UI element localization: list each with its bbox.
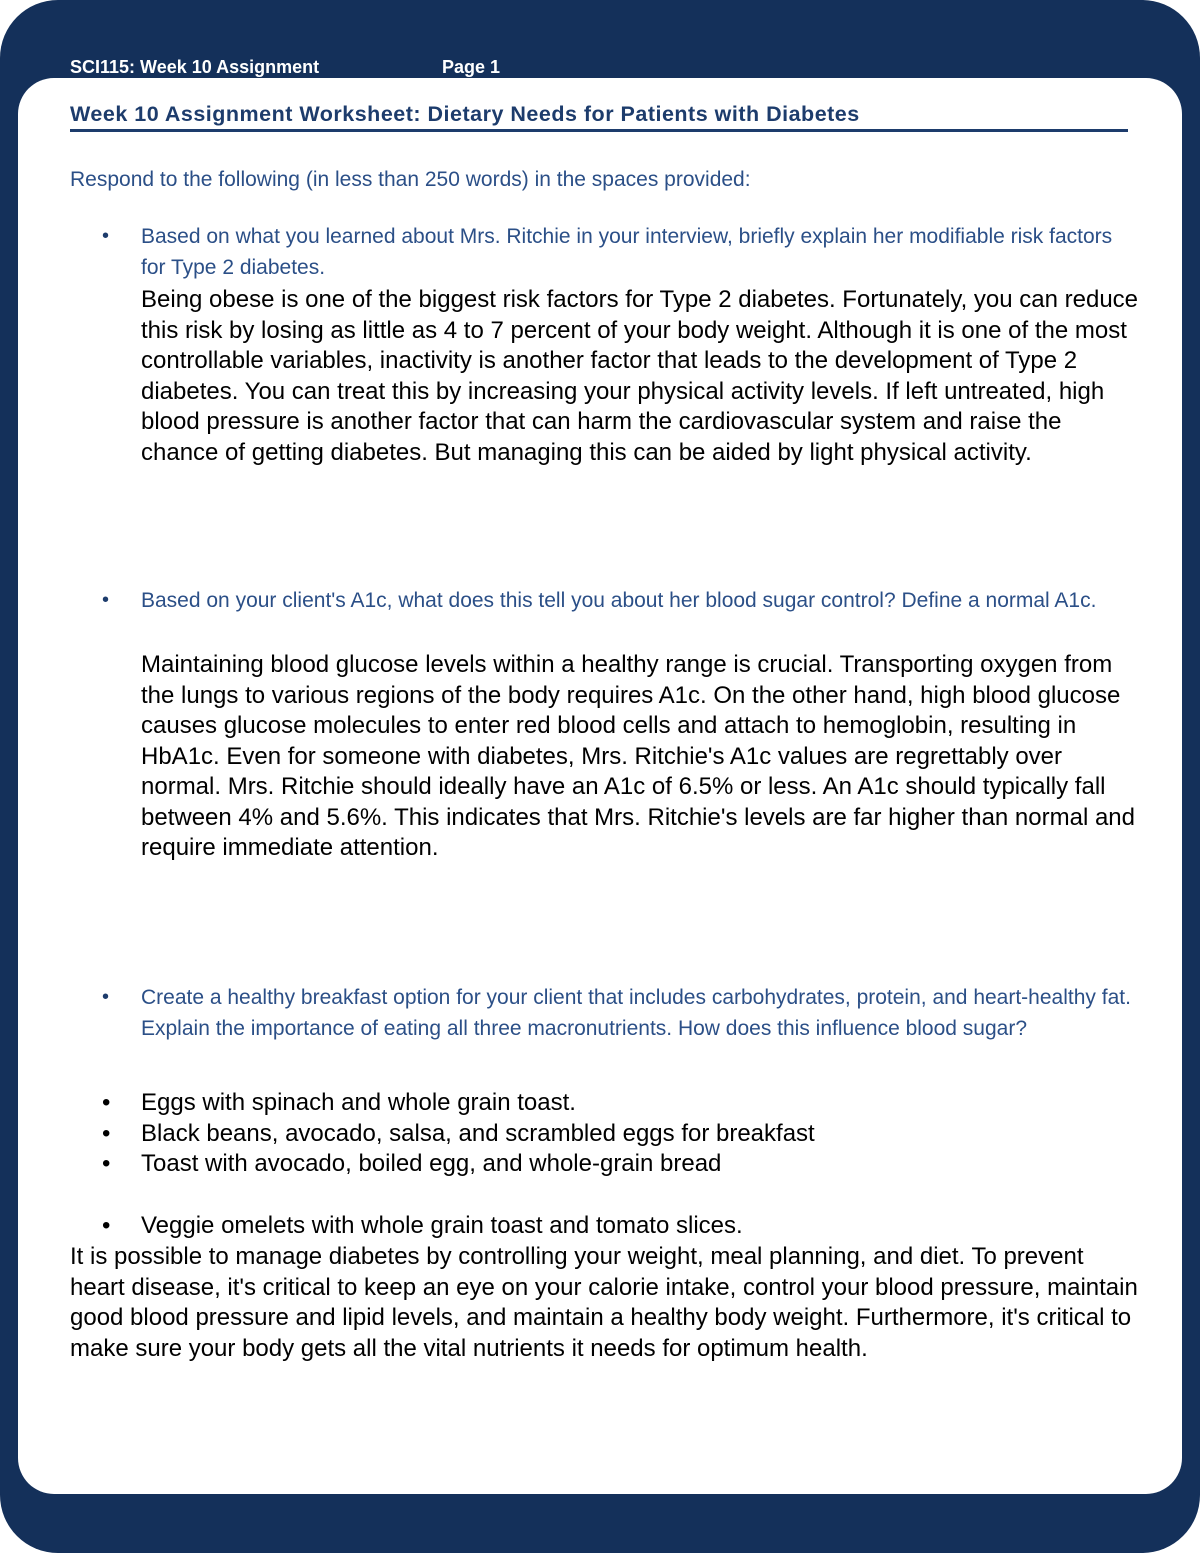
bullet-icon: • [102, 589, 110, 611]
question-2-answer[interactable]: Maintaining blood glucose levels within a healthy range is crucial. Transporting oxygen from the lungs to various regions of the body requires A1c. On the other hand, high blood glucose causes glucose molecules to enter red blood cells and attach to hemoglobin, resulting in HbA1c. Even for someone with diabetes, Mrs. Ritchie's A1c values are regrettably over normal. Mrs. Ritchie should ideally have an A1c of 6.5% or less. An A1c should typically fall between 4% and 5.6%. This indicates that Mrs. Ritchie's levels are far higher than normal and require immediate attention. [141, 651, 1135, 861]
course-label: SCI115: Week 10 Assignment [70, 57, 320, 77]
page-number: Page 1 [442, 57, 501, 77]
question-2-prompt: Based on your client's A1c, what does this tell you about her blood sugar control? Define a normal A1c. [141, 589, 1097, 612]
question-3-closing-paragraph[interactable]: It is possible to manage diabetes by controlling your weight, meal planning, and diet. To prevent heart disease, it's critical to keep an eye on your calorie intake, control your blood pressure, maintain good blood pressure and lipid levels, and maintain a healthy body weight. Furthermore, it's critical to make sure your body gets all the vital nutrients it needs for optimum health. [70, 1243, 1138, 1362]
worksheet-title: Week 10 Assignment Worksheet: Dietary Needs for Patients with Diabetes [70, 102, 860, 126]
breakfast-option-text: Eggs with spinach and whole grain toast. [141, 1089, 576, 1116]
bullet-icon: • [102, 1212, 111, 1239]
breakfast-option-text: Veggie omelets with whole grain toast and tomato slices. [141, 1212, 743, 1239]
bullet-icon: • [102, 1150, 111, 1177]
question-1-answer[interactable]: Being obese is one of the biggest risk factors for Type 2 diabetes. Fortunately, you can reduce this risk by losing as little as 4 to 7 percent of your body weight. Although it is one of the most controllable variables, inactivity is another factor that leads to the development of Type 2 diabetes. You can treat this by increasing your physical activity levels. If left untreated, high blood pressure is another factor that can harm the cardiovascular system and raise the chance of getting diabetes. But managing this can be aided by light physical activity. [141, 286, 1139, 466]
question-3-prompt: Create a healthy breakfast option for your client that includes carbohydrates, protein, and heart-healthy fat. Explain the importance of eating all three macronutrients. How does this influence blood sugar? [141, 986, 1131, 1040]
question-1-prompt: Based on what you learned about Mrs. Ritchie in your interview, briefly explain her modifiable risk factors for Type 2 diabetes. [141, 225, 1113, 279]
bullet-icon: • [102, 1089, 111, 1116]
worksheet-instructions: Respond to the following (in less than 250 words) in the spaces provided: [70, 168, 751, 191]
worksheet-sheet [18, 78, 1182, 1494]
bullet-icon: • [102, 1120, 111, 1147]
bullet-icon: • [102, 225, 110, 247]
breakfast-option-text: Toast with avocado, boiled egg, and whole-grain bread [141, 1150, 722, 1177]
title-underline [70, 129, 1128, 132]
breakfast-option-text: Black beans, avocado, salsa, and scrambled eggs for breakfast [141, 1120, 815, 1147]
bullet-icon: • [102, 986, 110, 1008]
